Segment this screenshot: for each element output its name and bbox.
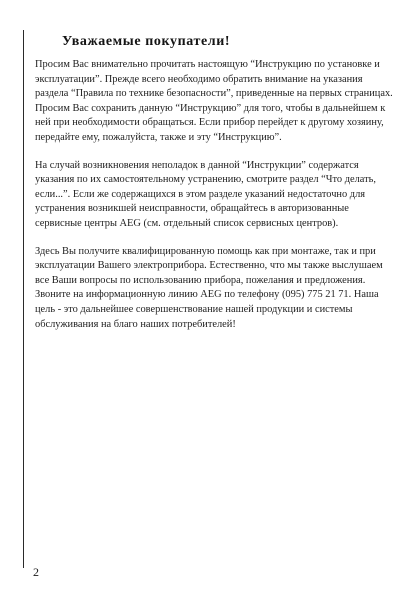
- margin-rule: [23, 30, 24, 568]
- service-paragraph: Здесь Вы получите квалифицированную помощь как при монтаже, так и при эксплуатации Вашего электроприбора. Естественно, что мы также выслушаем все Ваши вопросы по использованию прибора, пожелания и предложения. Звоните на информационную линию AEG по телефону (095) 775 21 71. Наша цель - это дальнейшее совершенствование нашей продукции и системы обслуживания на благо наших потребителей!: [35, 245, 383, 330]
- intro-paragraph: Просим Вас внимательно прочитать настоящую “Инструкцию по установке и эксплуатации”. Прежде всего необходимо обратить внимание на указания раздела “Правила по технике безопасности”, приведенные на первых страницах. Просим Вас сохранить данную “Инструкцию” для того, чтобы в дальнейшем к ней при необходимости обращаться. Если прибор перейдет к другому хозяину, передайте ему, пожалуйста, также и эту “Инструкцию”.: [35, 59, 393, 143]
- page-content: [35, 32, 397, 332]
- page-number: 2: [33, 565, 39, 579]
- troubleshooting-paragraph: На случай возникновения неполадок в данной “Инструкции” содержатся указания по их самостоятельному устранению, смотрите раздел “Что делать, если...”. Если же содержащихся в этом разделе указаний недостаточно для устранения возникшей неисправности, обращайтесь в авторизованные сервисные центры AEG (см. отдельный список сервисных центров).: [35, 159, 377, 229]
- page-heading: Уважаемые покупатели!: [62, 34, 231, 49]
